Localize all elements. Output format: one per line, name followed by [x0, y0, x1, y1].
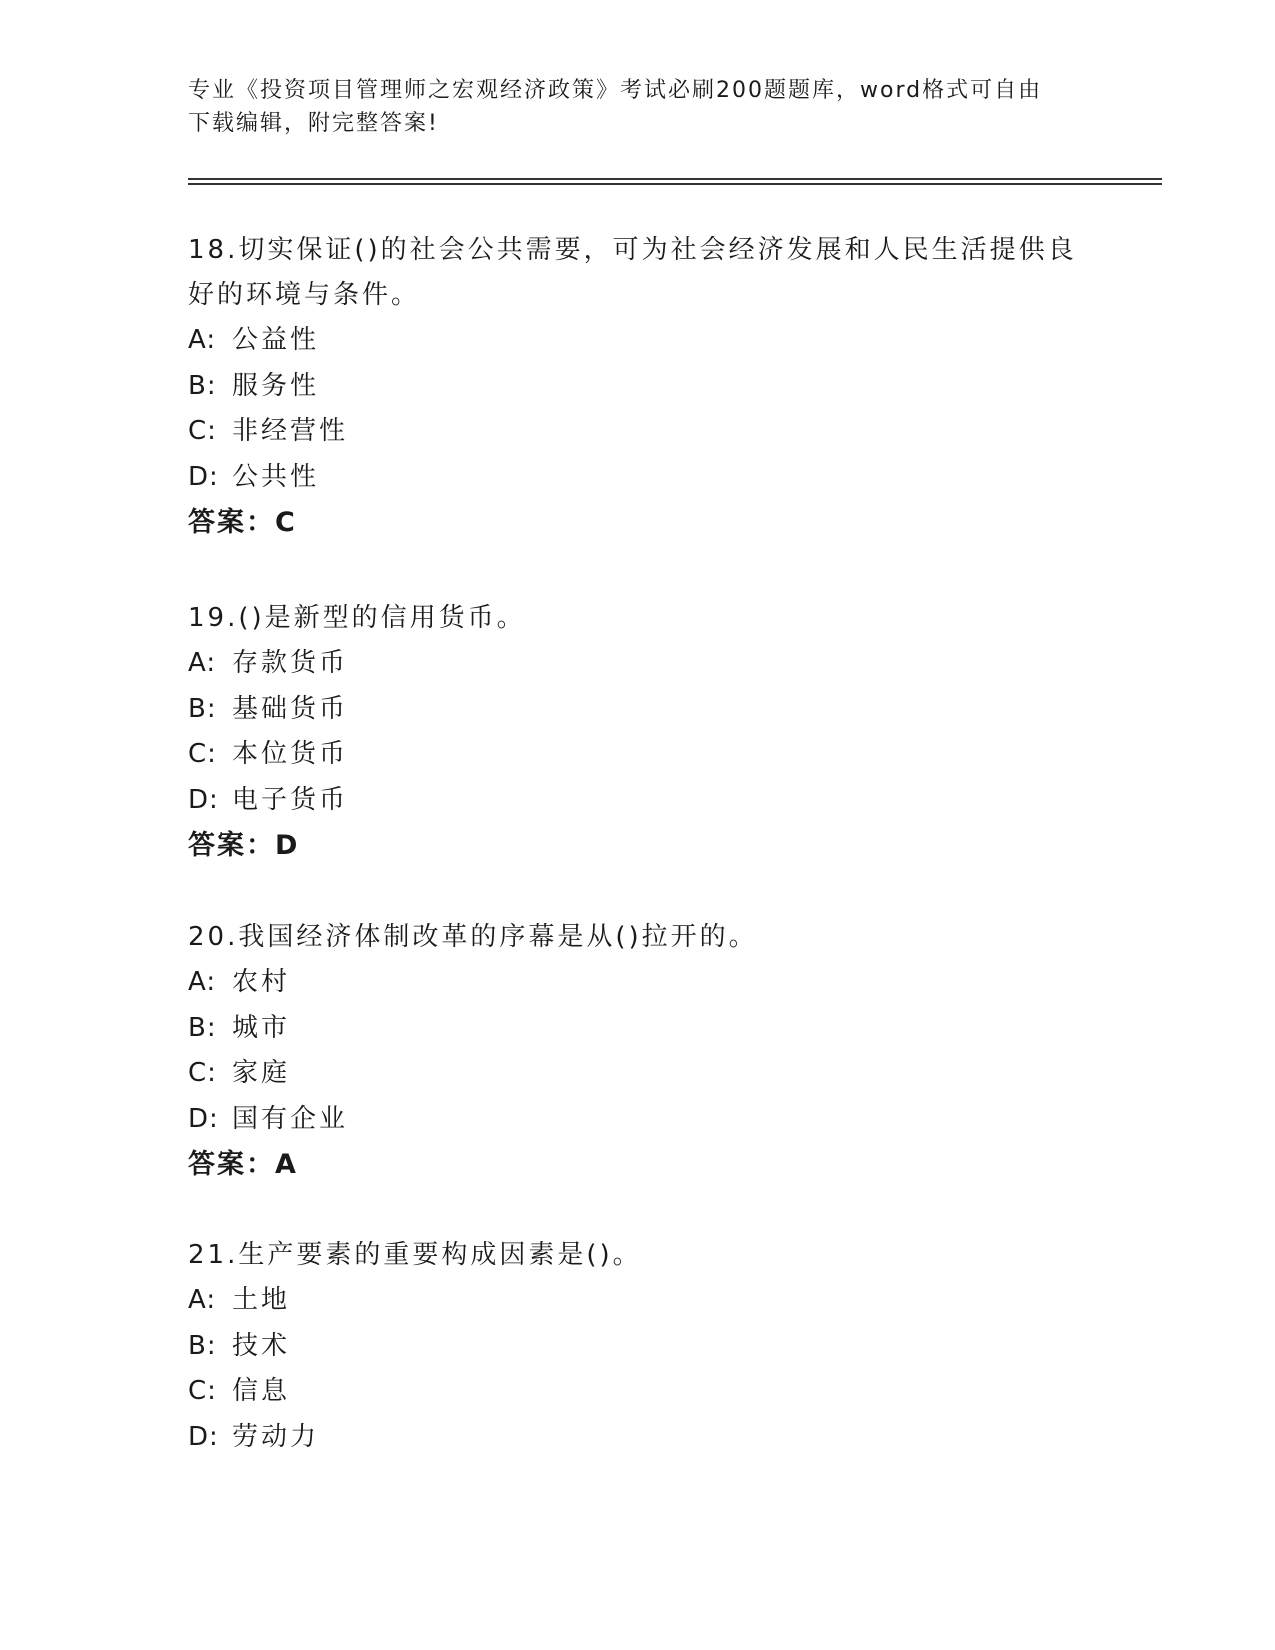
option-text: 电子货币 — [232, 784, 349, 815]
answer-label: 答案：A — [188, 1149, 298, 1180]
question-stem-line-1: 20.我国经济体制改革的序幕是从()拉开的。 — [188, 922, 758, 952]
question-19 — [188, 596, 1088, 869]
question-stem — [188, 228, 1088, 318]
option-b — [188, 1324, 1088, 1370]
question-stem-line-1: 18.切实保证()的社会公共需要，可为社会经济发展和人民生活提供良 — [188, 235, 1077, 265]
option-b — [188, 687, 1088, 733]
answer-label: 答案：D — [188, 830, 300, 861]
option-letter: A: — [188, 1285, 217, 1315]
option-c — [188, 732, 1088, 778]
option-letter: C: — [188, 416, 217, 446]
option-letter: C: — [188, 1376, 217, 1406]
option-text: 服务性 — [232, 370, 320, 401]
header-divider-bottom — [188, 183, 1162, 185]
option-c — [188, 1369, 1088, 1415]
option-a — [188, 1278, 1088, 1324]
question-stem-line-2: 好的环境与条件。 — [188, 280, 421, 310]
header-divider-top — [188, 178, 1162, 180]
question-18 — [188, 228, 1088, 546]
option-letter: D: — [188, 1103, 219, 1134]
option-letter: C: — [188, 739, 217, 769]
option-letter: D: — [188, 784, 219, 815]
option-text: 公共性 — [232, 461, 320, 492]
question-stem — [188, 596, 1088, 641]
option-text: 信息 — [232, 1376, 291, 1406]
option-text: 存款货币 — [232, 648, 349, 678]
option-letter: C: — [188, 1058, 217, 1088]
option-letter: D: — [188, 461, 219, 492]
answer-label: 答案：C — [188, 507, 297, 538]
option-b — [188, 1006, 1088, 1052]
option-d — [188, 778, 1088, 824]
option-d — [188, 1097, 1088, 1143]
option-text: 劳动力 — [232, 1421, 320, 1452]
question-20 — [188, 915, 1088, 1188]
option-c — [188, 409, 1088, 455]
option-letter: B: — [188, 693, 217, 724]
question-21 — [188, 1233, 1088, 1460]
question-stem — [188, 1233, 1088, 1278]
option-letter: B: — [188, 1012, 217, 1043]
option-text: 家庭 — [232, 1058, 291, 1088]
option-d — [188, 1415, 1088, 1461]
header-line-2: 下载编辑，附完整答案! — [188, 111, 439, 136]
option-letter: A: — [188, 325, 217, 355]
option-text: 基础货币 — [232, 693, 349, 724]
option-a — [188, 318, 1088, 364]
option-text: 农村 — [232, 967, 291, 997]
option-letter: B: — [188, 370, 217, 401]
option-c — [188, 1051, 1088, 1097]
document-header — [188, 74, 1088, 140]
option-d — [188, 455, 1088, 501]
option-text: 国有企业 — [232, 1103, 349, 1134]
option-text: 非经营性 — [232, 416, 349, 446]
option-letter: A: — [188, 648, 217, 678]
question-stem-line-1: 19.()是新型的信用货币。 — [188, 603, 526, 633]
option-text: 本位货币 — [232, 739, 349, 769]
option-a — [188, 641, 1088, 687]
header-line-1: 专业《投资项目管理师之宏观经济政策》考试必刷200题题库，word格式可自由 — [188, 78, 1043, 103]
question-stem-line-1: 21.生产要素的重要构成因素是()。 — [188, 1240, 642, 1270]
option-text: 城市 — [232, 1012, 291, 1043]
question-stem — [188, 915, 1088, 960]
option-b — [188, 364, 1088, 410]
option-a — [188, 960, 1088, 1006]
option-letter: D: — [188, 1421, 219, 1452]
option-text: 公益性 — [232, 325, 320, 355]
option-letter: B: — [188, 1330, 217, 1361]
option-letter: A: — [188, 967, 217, 997]
option-text: 技术 — [232, 1330, 291, 1361]
option-text: 土地 — [232, 1285, 291, 1315]
